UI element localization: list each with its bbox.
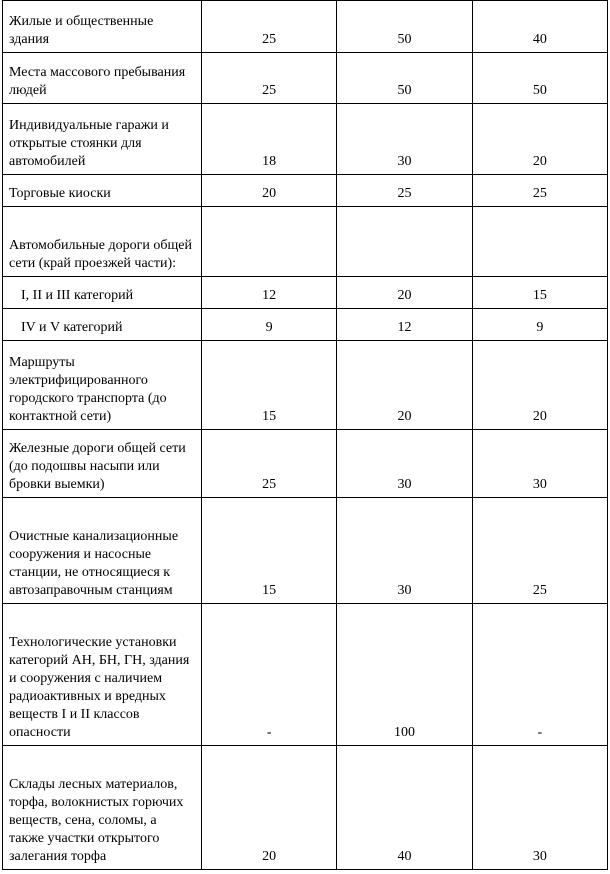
table-row	[3, 498, 608, 604]
value-col1: 20	[202, 175, 337, 207]
table-row	[3, 1, 608, 53]
value-col3	[472, 207, 607, 277]
value-col1: 12	[202, 277, 337, 309]
row-name: Индивидуальные гаражи и открытые стоянки для автомобилей	[3, 104, 202, 175]
value-col3: 25	[472, 498, 607, 604]
value-col2: 100	[337, 604, 472, 746]
value-col3: 50	[472, 53, 607, 104]
row-name: Маршруты электрифицированного городского транспорта (до контактной сети)	[3, 341, 202, 430]
value-col2: 20	[337, 277, 472, 309]
value-col2: 30	[337, 104, 472, 175]
table-row	[3, 309, 608, 341]
distance-table	[2, 0, 608, 870]
table-row	[3, 175, 608, 207]
value-col2: 20	[337, 341, 472, 430]
value-col1	[202, 207, 337, 277]
value-col3: 20	[472, 341, 607, 430]
row-name: Технологические установки категорий АН, БН, ГН, здания и сооружения с наличием радиоактивных и вредных веществ I и II классов опасности	[3, 604, 202, 746]
value-col2: 30	[337, 498, 472, 604]
row-name: Места массового пребывания людей	[3, 53, 202, 104]
value-col1: 20	[202, 746, 337, 870]
value-col2: 40	[337, 746, 472, 870]
value-col2: 30	[337, 430, 472, 498]
value-col3: -	[472, 604, 607, 746]
value-col1: 25	[202, 1, 337, 53]
table-row	[3, 277, 608, 309]
table-row	[3, 746, 608, 870]
value-col1: 25	[202, 53, 337, 104]
value-col3: 30	[472, 746, 607, 870]
row-name: Очистные канализационные сооружения и насосные станции, не относящиеся к автозаправочным станциям	[3, 498, 202, 604]
row-name: IV и V категорий	[3, 309, 202, 341]
row-name: Жилые и общественные здания	[3, 1, 202, 53]
value-col3: 9	[472, 309, 607, 341]
value-col3: 40	[472, 1, 607, 53]
row-name: I, II и III категорий	[3, 277, 202, 309]
value-col1: -	[202, 604, 337, 746]
row-name: Железные дороги общей сети (до подошвы насыпи или бровки выемки)	[3, 430, 202, 498]
table-row	[3, 53, 608, 104]
table-row	[3, 104, 608, 175]
value-col2: 12	[337, 309, 472, 341]
value-col3: 15	[472, 277, 607, 309]
table-row	[3, 604, 608, 746]
table-row	[3, 207, 608, 277]
value-col3: 30	[472, 430, 607, 498]
value-col2: 50	[337, 53, 472, 104]
value-col1: 15	[202, 498, 337, 604]
value-col2: 50	[337, 1, 472, 53]
value-col2: 25	[337, 175, 472, 207]
row-name: Склады лесных материалов, торфа, волокнистых горючих веществ, сена, соломы, а также участки открытого залегания торфа	[3, 746, 202, 870]
value-col1: 15	[202, 341, 337, 430]
value-col1: 9	[202, 309, 337, 341]
value-col2	[337, 207, 472, 277]
row-name: Торговые киоски	[3, 175, 202, 207]
value-col3: 20	[472, 104, 607, 175]
value-col1: 18	[202, 104, 337, 175]
value-col3: 25	[472, 175, 607, 207]
table-row	[3, 430, 608, 498]
table-row	[3, 341, 608, 430]
value-col1: 25	[202, 430, 337, 498]
row-name: Автомобильные дороги общей сети (край проезжей части):	[3, 207, 202, 277]
